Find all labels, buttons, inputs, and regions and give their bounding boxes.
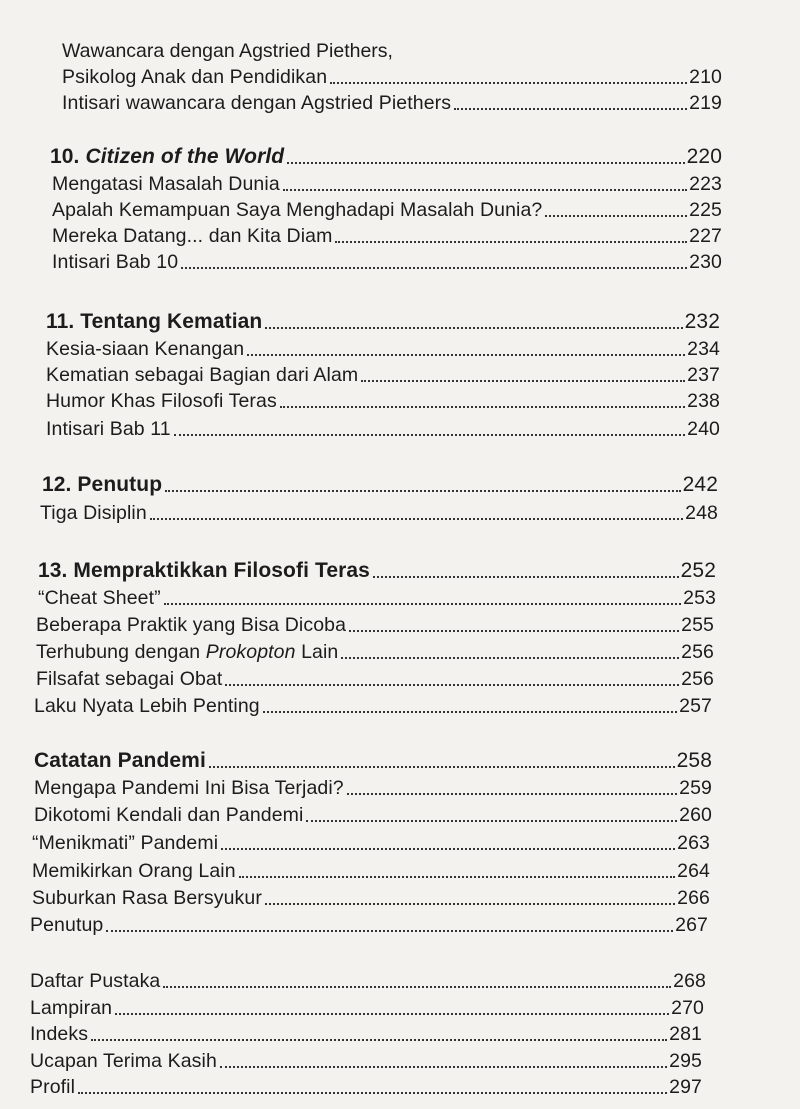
toc-leader-dots — [265, 903, 675, 905]
toc-entry[interactable] — [40, 502, 718, 524]
toc-entry-interview-summary[interactable] — [62, 92, 722, 114]
toc-leader-dots — [150, 518, 683, 520]
toc-leader-dots — [361, 380, 685, 382]
toc-leader-dots — [545, 215, 687, 217]
toc-leader-dots — [306, 820, 677, 822]
toc-page-number: 240 — [687, 418, 720, 440]
toc-leader-dots — [163, 986, 671, 988]
toc-leader-dots — [265, 327, 682, 329]
toc-page-number: 237 — [687, 364, 720, 386]
toc-entry-text: Intisari wawancara dengan Agstried Piethers — [62, 92, 452, 114]
toc-page-number: 281 — [669, 1023, 702, 1045]
toc-page-number: 234 — [687, 338, 720, 360]
toc-entry-text: Profil — [30, 1076, 76, 1098]
toc-leader-dots — [78, 1092, 667, 1094]
toc-page-number: 270 — [671, 997, 704, 1019]
toc-entry-text: Intisari Bab 11 — [46, 418, 171, 440]
toc-entry-text: Humor Khas Filosofi Teras — [46, 390, 277, 412]
toc-chapter-title: 12. Penutup — [42, 473, 163, 496]
toc-entry-text-post: Lain — [295, 641, 339, 663]
toc-page-number: 255 — [681, 614, 714, 636]
toc-entry-text: “Cheat Sheet” — [38, 587, 161, 609]
toc-chapter-title: Catatan Pandemi — [34, 749, 206, 772]
toc-entry[interactable] — [32, 832, 710, 854]
toc-entry-text: Ucapan Terima Kasih — [30, 1050, 217, 1072]
toc-entry[interactable] — [34, 804, 712, 826]
toc-chapter-12[interactable] — [42, 474, 718, 496]
toc-leader-dots — [263, 711, 677, 713]
toc-entry-text: Mengatasi Masalah Dunia — [52, 173, 280, 195]
toc-page-number: 242 — [682, 473, 718, 496]
toc-entry-text: Filsafat sebagai Obat — [36, 668, 223, 690]
toc-chapter-13[interactable] — [38, 560, 716, 582]
toc-leader-dots — [115, 1013, 669, 1015]
toc-page-number: 219 — [689, 92, 722, 114]
toc-leader-dots — [209, 766, 675, 768]
toc-entry[interactable] — [32, 860, 710, 882]
toc-entry-interview-line2[interactable] — [62, 66, 722, 88]
toc-entry-text: Wawancara dengan Agstried Piethers, — [62, 40, 393, 62]
toc-leader-dots — [106, 930, 673, 932]
toc-entry[interactable] — [52, 225, 722, 247]
toc-leader-dots — [239, 876, 675, 878]
toc-entry-text — [36, 641, 338, 663]
toc-leader-dots — [247, 354, 685, 356]
toc-entry[interactable] — [46, 418, 720, 440]
toc-page-number: 238 — [687, 390, 720, 412]
toc-entry-ucapan-terima-kasih[interactable] — [30, 1050, 702, 1072]
toc-chapter-title — [50, 146, 284, 168]
toc-entry-lampiran[interactable] — [30, 997, 704, 1019]
toc-leader-dots — [283, 189, 687, 191]
toc-leader-dots — [347, 793, 677, 795]
toc-entry-text: Suburkan Rasa Bersyukur — [32, 887, 262, 909]
toc-entry-text: Kematian sebagai Bagian dari Alam — [46, 364, 359, 386]
toc-page-number: 258 — [676, 749, 712, 772]
toc-leader-dots — [165, 490, 681, 492]
toc-page-number: 256 — [681, 641, 714, 663]
toc-page-number: 227 — [689, 225, 722, 247]
toc-entry[interactable] — [38, 587, 716, 609]
toc-leader-dots — [373, 576, 679, 578]
toc-entry-interview-line1 — [62, 40, 393, 62]
toc-page-number: 220 — [686, 145, 722, 168]
toc-leader-dots — [341, 657, 679, 659]
toc-leader-dots — [220, 1066, 667, 1068]
toc-entry[interactable] — [36, 614, 714, 636]
toc-entry-text: Kesia-siaan Kenangan — [46, 338, 245, 360]
toc-entry-text: Daftar Pustaka — [30, 970, 161, 992]
toc-page-number: 267 — [675, 914, 708, 936]
toc-leader-dots — [349, 630, 679, 632]
toc-leader-dots — [330, 82, 687, 84]
toc-entry-text: Beberapa Praktik yang Bisa Dicoba — [36, 614, 347, 636]
toc-entry-text: Laku Nyata Lebih Penting — [34, 695, 260, 717]
toc-page-number: 268 — [673, 970, 706, 992]
toc-entry[interactable] — [52, 173, 722, 195]
toc-entry[interactable] — [34, 695, 712, 717]
toc-leader-dots — [335, 241, 687, 243]
toc-chapter-11[interactable] — [46, 311, 720, 333]
toc-entry-text: Lampiran — [30, 997, 113, 1019]
toc-leader-dots — [164, 603, 681, 605]
toc-entry[interactable] — [52, 199, 722, 221]
toc-entry[interactable] — [36, 668, 714, 690]
toc-page-number: 225 — [689, 199, 722, 221]
toc-entry[interactable] — [46, 364, 720, 386]
toc-entry-text: Mereka Datang... dan Kita Diam — [52, 225, 333, 247]
toc-leader-dots — [221, 848, 675, 850]
toc-page-number: 210 — [689, 66, 722, 88]
toc-page-number: 266 — [677, 887, 710, 909]
toc-page-number: 252 — [680, 559, 716, 582]
toc-entry-text: Tiga Disiplin — [40, 502, 147, 524]
toc-entry-text: Psikolog Anak dan Pendidikan — [62, 66, 328, 88]
toc-leader-dots — [91, 1039, 667, 1041]
toc-chapter-title: 13. Mempraktikkan Filosofi Teras — [38, 559, 370, 582]
toc-page-number: 256 — [681, 668, 714, 690]
toc-leader-dots — [174, 434, 685, 436]
toc-entry-indeks[interactable] — [30, 1023, 702, 1045]
toc-leader-dots — [280, 406, 685, 408]
toc-leader-dots — [181, 267, 687, 269]
toc-page-number: 230 — [689, 251, 722, 273]
toc-entry-text: Penutup — [30, 914, 104, 936]
toc-chapter-10[interactable] — [50, 146, 722, 168]
toc-chapter-title: 11. Tentang Kematian — [46, 310, 263, 333]
toc-entry-profil[interactable] — [30, 1076, 702, 1098]
toc-page-number: 295 — [669, 1050, 702, 1072]
toc-entry[interactable] — [52, 251, 722, 273]
toc-page-number: 260 — [679, 804, 712, 826]
toc-entry-text-em: Prokopton — [205, 641, 296, 663]
toc-page-number: 264 — [677, 860, 710, 882]
toc-page-number: 297 — [669, 1076, 702, 1098]
toc-leader-dots — [287, 162, 684, 164]
toc-entry[interactable] — [36, 641, 714, 663]
toc-entry-text: Indeks — [30, 1023, 89, 1045]
toc-entry-text: Dikotomi Kendali dan Pandemi — [34, 804, 304, 826]
toc-page-number: 257 — [679, 695, 712, 717]
toc-entry-text: Mengapa Pandemi Ini Bisa Terjadi? — [34, 777, 344, 799]
toc-entry-text-pre: Terhubung dengan — [36, 641, 206, 663]
chapter-number: 10. — [50, 145, 80, 168]
toc-leader-dots — [454, 108, 687, 110]
toc-entry[interactable] — [32, 887, 710, 909]
toc-entry[interactable] — [30, 914, 708, 936]
toc-entry[interactable] — [46, 338, 720, 360]
toc-entry-text: Apalah Kemampuan Saya Menghadapi Masalah Dunia? — [52, 199, 543, 221]
toc-page-number: 259 — [679, 777, 712, 799]
toc-entry-text: Intisari Bab 10 — [52, 251, 179, 273]
toc-entry-text: “Menikmati” Pandemi — [32, 832, 219, 854]
toc-entry[interactable] — [46, 390, 720, 412]
toc-page-number: 248 — [685, 502, 718, 524]
chapter-title-italic: Citizen of the World — [85, 145, 285, 168]
toc-entry-text: Memikirkan Orang Lain — [32, 860, 236, 882]
toc-leader-dots — [225, 684, 679, 686]
toc-page-number: 253 — [683, 587, 716, 609]
toc-page-number: 232 — [684, 310, 720, 333]
toc-page-number: 263 — [677, 832, 710, 854]
toc-chapter-pandemi[interactable] — [34, 750, 712, 772]
toc-page-number: 223 — [689, 173, 722, 195]
toc-entry-daftar-pustaka[interactable] — [30, 970, 706, 992]
toc-entry[interactable] — [34, 777, 712, 799]
